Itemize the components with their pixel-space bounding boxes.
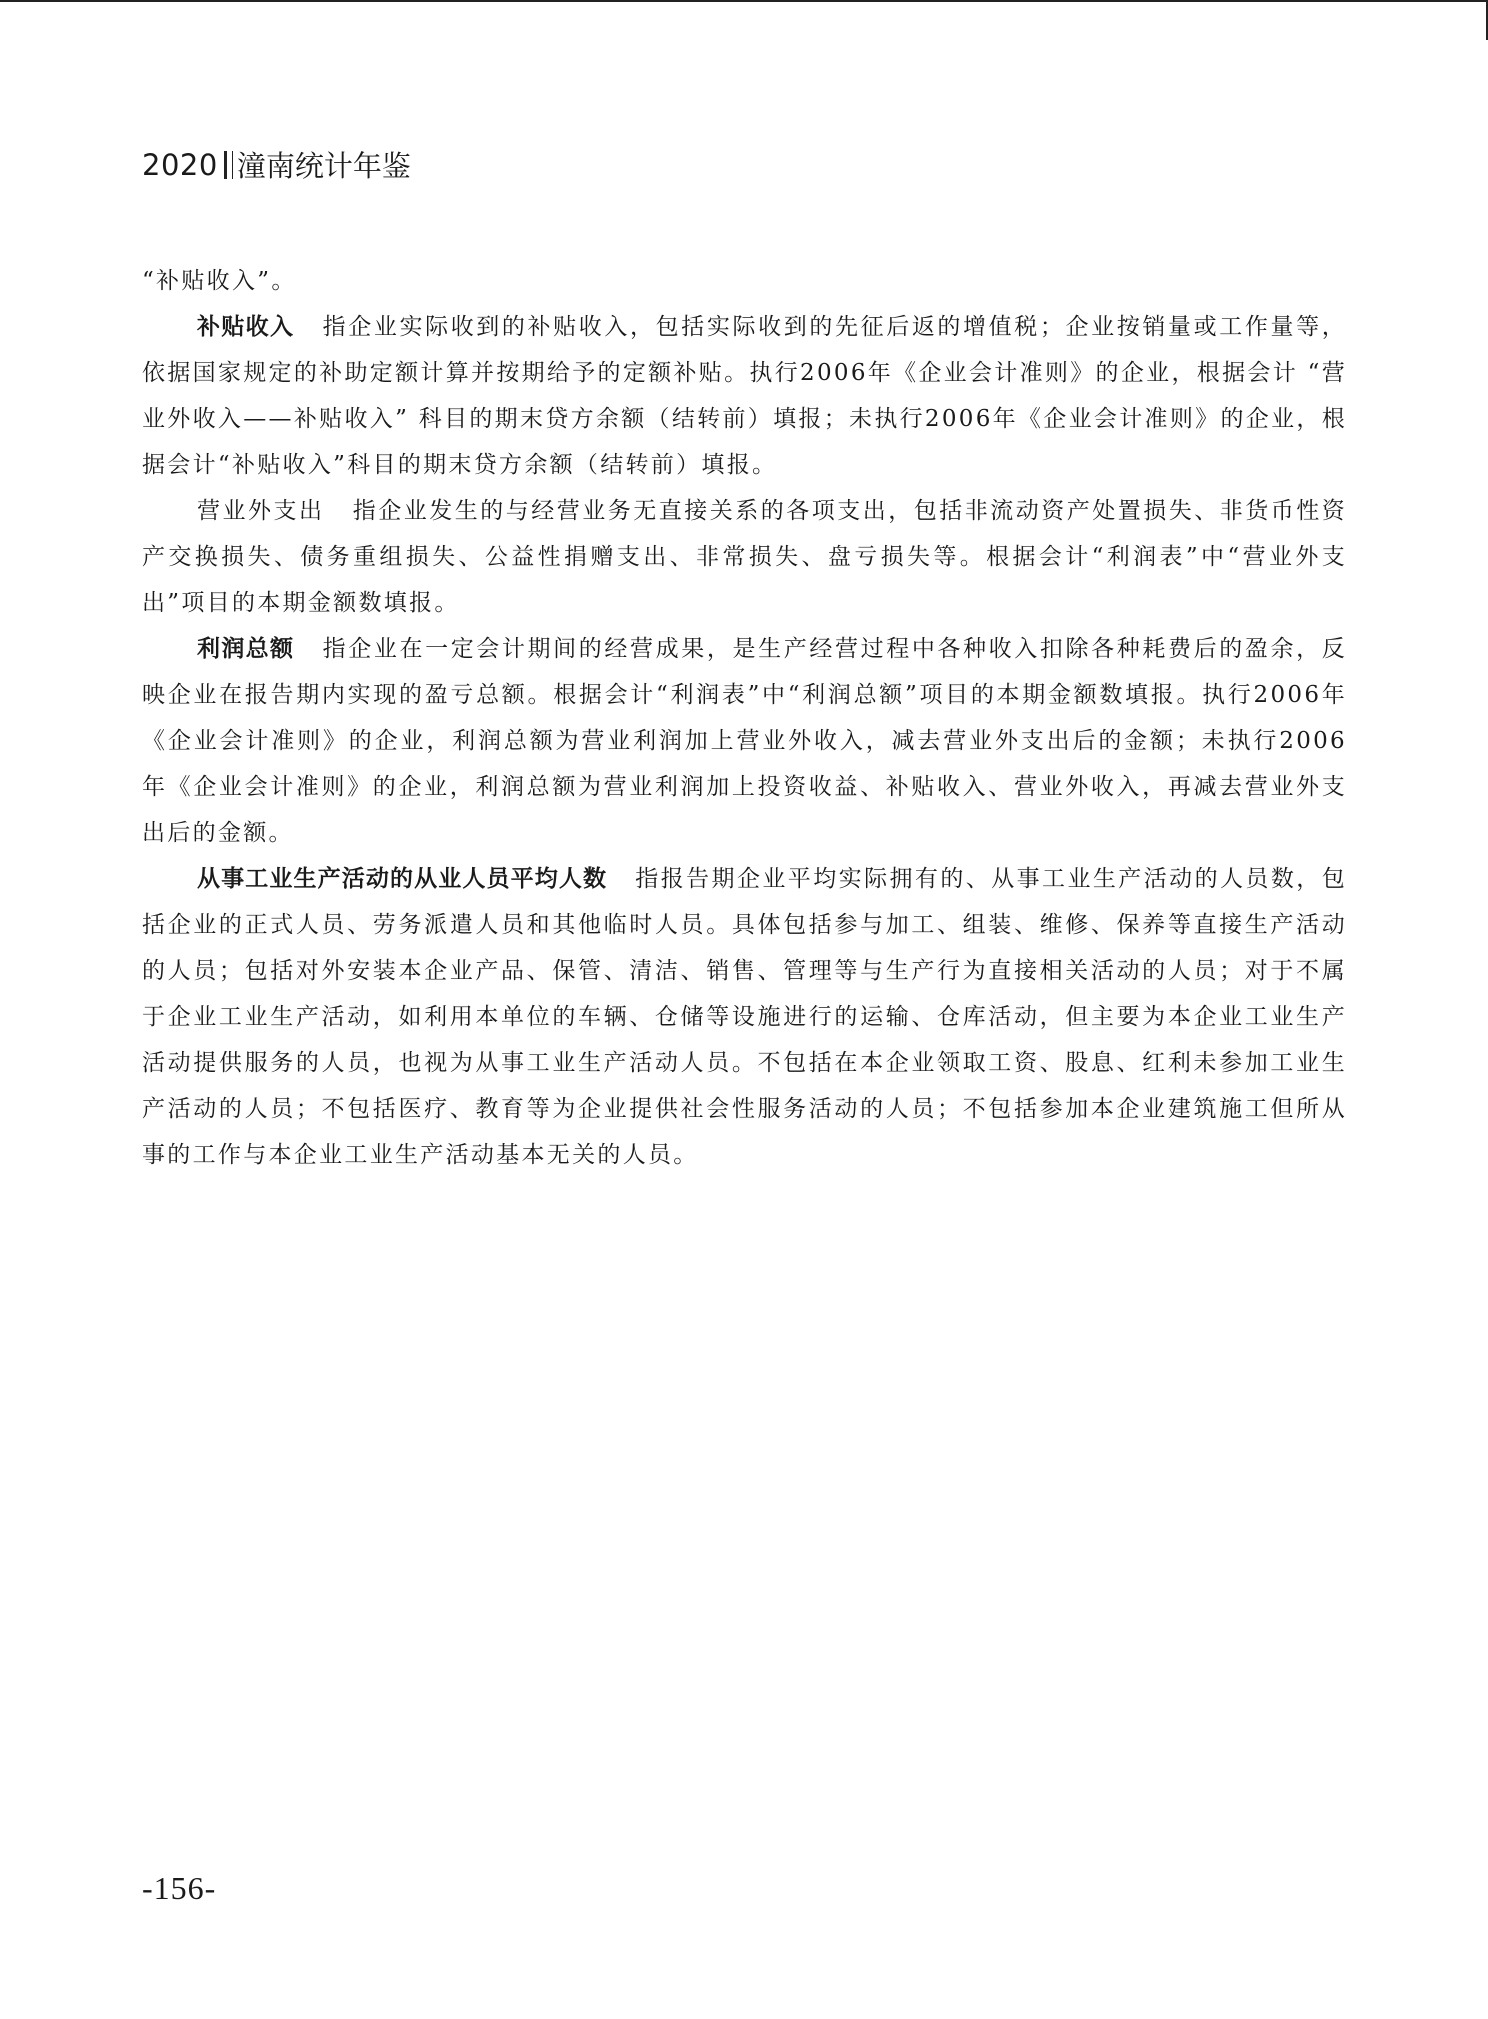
definition-text: 指报告期企业平均实际拥有的、从事工业生产活动的人员数，包括企业的正式人员、劳务派遣人员和其他临时人员。具体包括参与加工、组装、维修、保养等直接生产活动的人员；包括对外安装本企业产品、保管、清洁、销售、管理等与生产行为直接相关活动的人员；对于不属于企业工业生产活动，如利用本单位的车辆、仓储等设施进行的运输、仓库活动，但主要为本企业工业生产活动提供服务的人员，也视为从事工业生产活动人员。不包括在本企业领取工资、股息、红利未参加工业生产活动的人员；不包括医疗、教育等为企业提供社会性服务活动的人员；不包括参加本企业建筑施工但所从事的工作与本企业工业生产活动基本无关的人员。 bbox=[142, 866, 1348, 1168]
definition-term: 营业外支出 bbox=[197, 498, 325, 524]
paragraph-text: “补贴收入”。 bbox=[142, 268, 297, 294]
running-header bbox=[142, 144, 411, 185]
header-year: 2020 bbox=[142, 147, 218, 182]
page-number: -156- bbox=[142, 1870, 217, 1906]
definition-subsidy-income bbox=[142, 304, 1347, 488]
main-text bbox=[142, 258, 1347, 1178]
definition-text: 指企业发生的与经营业务无直接关系的各项支出，包括非流动资产处置损失、非货币性资产交换损失、债务重组损失、公益性捐赠支出、非常损失、盘亏损失等。根据会计“利润表”中“营业外支出”项目的本期金额数填报。 bbox=[142, 498, 1347, 616]
definition-term: 利润总额 bbox=[197, 636, 295, 662]
definition-non-operating-expense bbox=[142, 488, 1347, 626]
definition-average-employees bbox=[142, 856, 1347, 1178]
definition-term: 补贴收入 bbox=[197, 314, 295, 340]
definition-term: 从事工业生产活动的从业人员平均人数 bbox=[197, 866, 608, 892]
continued-line bbox=[142, 258, 1347, 304]
top-border-rule bbox=[0, 0, 1488, 2]
definition-total-profit bbox=[142, 626, 1347, 856]
definition-text: 指企业在一定会计期间的经营成果，是生产经营过程中各种收入扣除各种耗费后的盈余，反映企业在报告期内实现的盈亏总额。根据会计“利润表”中“利润总额”项目的本期金额数填报。执行2006年《企业会计准则》的企业，利润总额为营业利润加上营业外收入，减去营业外支出后的金额；未执行2006年《企业会计准则》的企业，利润总额为营业利润加上投资收益、补贴收入、营业外收入，再减去营业外支出后的金额。 bbox=[142, 636, 1348, 846]
definition-text: 指企业实际收到的补贴收入，包括实际收到的先征后返的增值税；企业按销量或工作量等，依据国家规定的补助定额计算并按期给予的定额补贴。执行2006年《企业会计准则》的企业，根据会计 “营业外收入——补贴收入” 科目的期末贷方余额（结转前）填报；未执行2006年《企业会计准则》的企业，根据会计“补贴收入”科目的期末贷方余额（结转前）填报。 bbox=[142, 314, 1348, 478]
header-title: 潼南统计年鉴 bbox=[236, 149, 411, 183]
header-separator bbox=[224, 151, 233, 179]
